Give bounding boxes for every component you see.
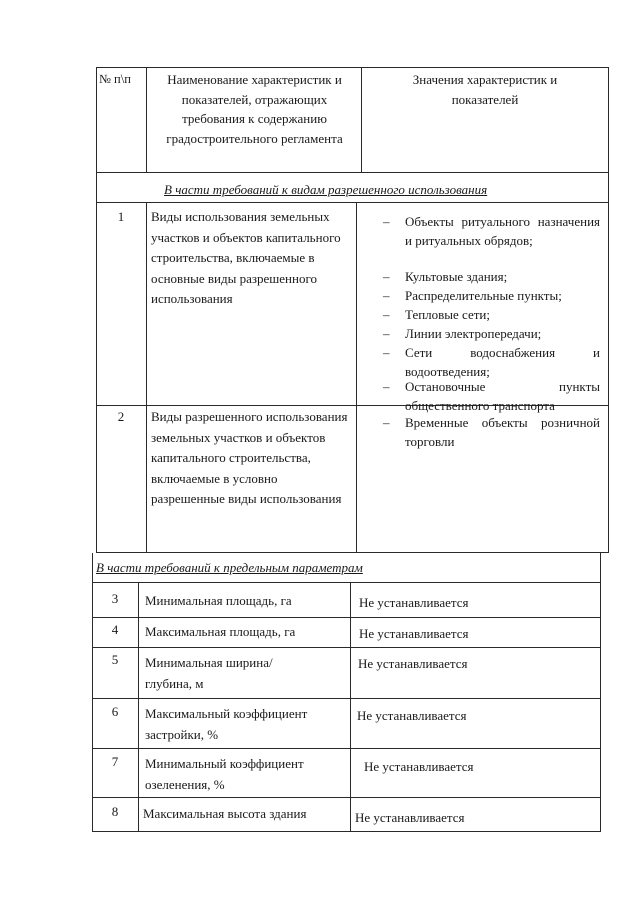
header-col-name: Наименование характеристик и показателей, отражающих требования к содержанию градостроительного регламента bbox=[166, 72, 343, 146]
table-border-left bbox=[96, 67, 97, 553]
table-border-left-2 bbox=[92, 553, 93, 832]
row4-name: Максимальная площадь, га bbox=[145, 624, 296, 639]
row2-values-list bbox=[383, 413, 600, 451]
row2-number: 2 bbox=[117, 409, 125, 424]
list-item: – Тепловые сети; bbox=[383, 307, 491, 322]
table-border-bottom bbox=[92, 831, 601, 832]
row3-divider bbox=[92, 617, 601, 618]
row7-divider bbox=[92, 797, 601, 798]
header-col-number: № п\п bbox=[99, 72, 131, 86]
row7-number: 7 bbox=[111, 754, 119, 769]
row5-divider bbox=[92, 698, 601, 699]
list-item: – Объекты ритуального назначения и ритуальных обрядов; bbox=[383, 214, 600, 248]
list-item: – Остановочные пункты общественного транспорта bbox=[383, 379, 600, 413]
col-divider-2b bbox=[356, 202, 357, 553]
row5-number: 5 bbox=[111, 652, 119, 667]
row1-name: Виды использования земельных участков и объектов капитального строительства, включаемые в основные виды разрешенного использования bbox=[151, 209, 341, 306]
dash-marker: – bbox=[383, 214, 390, 229]
row6-number: 6 bbox=[111, 704, 119, 719]
row3-name: Минимальная площадь, га bbox=[145, 593, 292, 608]
row5-value: Не устанавливается bbox=[358, 656, 468, 671]
col-divider-1c bbox=[138, 582, 139, 832]
row6-value: Не устанавливается bbox=[357, 708, 467, 723]
row3-value: Не устанавливается bbox=[359, 595, 469, 610]
row8-name: Максимальная высота здания bbox=[143, 806, 307, 821]
row4-divider bbox=[92, 647, 601, 648]
dash-marker: – bbox=[383, 269, 390, 284]
row1-number: 1 bbox=[117, 209, 125, 224]
row3-number: 3 bbox=[111, 591, 119, 606]
row5-name: Минимальная ширина/ глубина, м bbox=[145, 655, 273, 691]
header-col-value: Значения характеристик и показателей bbox=[412, 72, 558, 107]
dash-marker: – bbox=[383, 326, 390, 341]
dash-marker: – bbox=[383, 415, 390, 430]
header-divider bbox=[96, 172, 609, 173]
row2-name: Виды разрешенного использования земельных участков и объектов капитального строительства, включаемые в условно разрешенные виды использования bbox=[151, 409, 348, 506]
section2-divider bbox=[92, 582, 601, 583]
row8-number: 8 bbox=[111, 804, 119, 819]
col-divider-2 bbox=[361, 67, 362, 173]
table-border-right bbox=[608, 67, 609, 553]
dash-marker: – bbox=[383, 345, 390, 360]
list-item: – Сети водоснабжения и водоотведения; bbox=[383, 345, 600, 379]
row4-value: Не устанавливается bbox=[359, 626, 469, 641]
col-divider-2c bbox=[350, 582, 351, 832]
row7-name: Минимальный коэффициент озеленения, % bbox=[145, 756, 304, 792]
row6-divider bbox=[92, 748, 601, 749]
list-item: – Распределительные пункты; bbox=[383, 288, 562, 303]
dash-marker: – bbox=[383, 307, 390, 322]
dash-marker: – bbox=[383, 379, 390, 394]
col-divider-1b bbox=[146, 202, 147, 553]
list-item: – Культовые здания; bbox=[383, 269, 508, 284]
row2-divider bbox=[96, 552, 609, 553]
list-item: – Линии электропередачи; bbox=[383, 326, 542, 341]
table-border-right-2 bbox=[600, 553, 601, 832]
section1-title: В части требований к видам разрешенного использования bbox=[164, 182, 488, 197]
section1-divider bbox=[96, 202, 609, 203]
section2-title: В части требований к предельным параметрам bbox=[96, 560, 363, 575]
row6-name: Максимальный коэффициент застройки, % bbox=[145, 706, 308, 742]
row7-value: Не устанавливается bbox=[364, 759, 474, 774]
dash-marker: – bbox=[383, 288, 390, 303]
table-border-top bbox=[96, 67, 609, 68]
list-item: Временные объекты розничной торговли bbox=[405, 415, 600, 449]
row8-value: Не устанавливается bbox=[355, 810, 465, 825]
col-divider-1 bbox=[146, 67, 147, 173]
row4-number: 4 bbox=[111, 622, 119, 637]
